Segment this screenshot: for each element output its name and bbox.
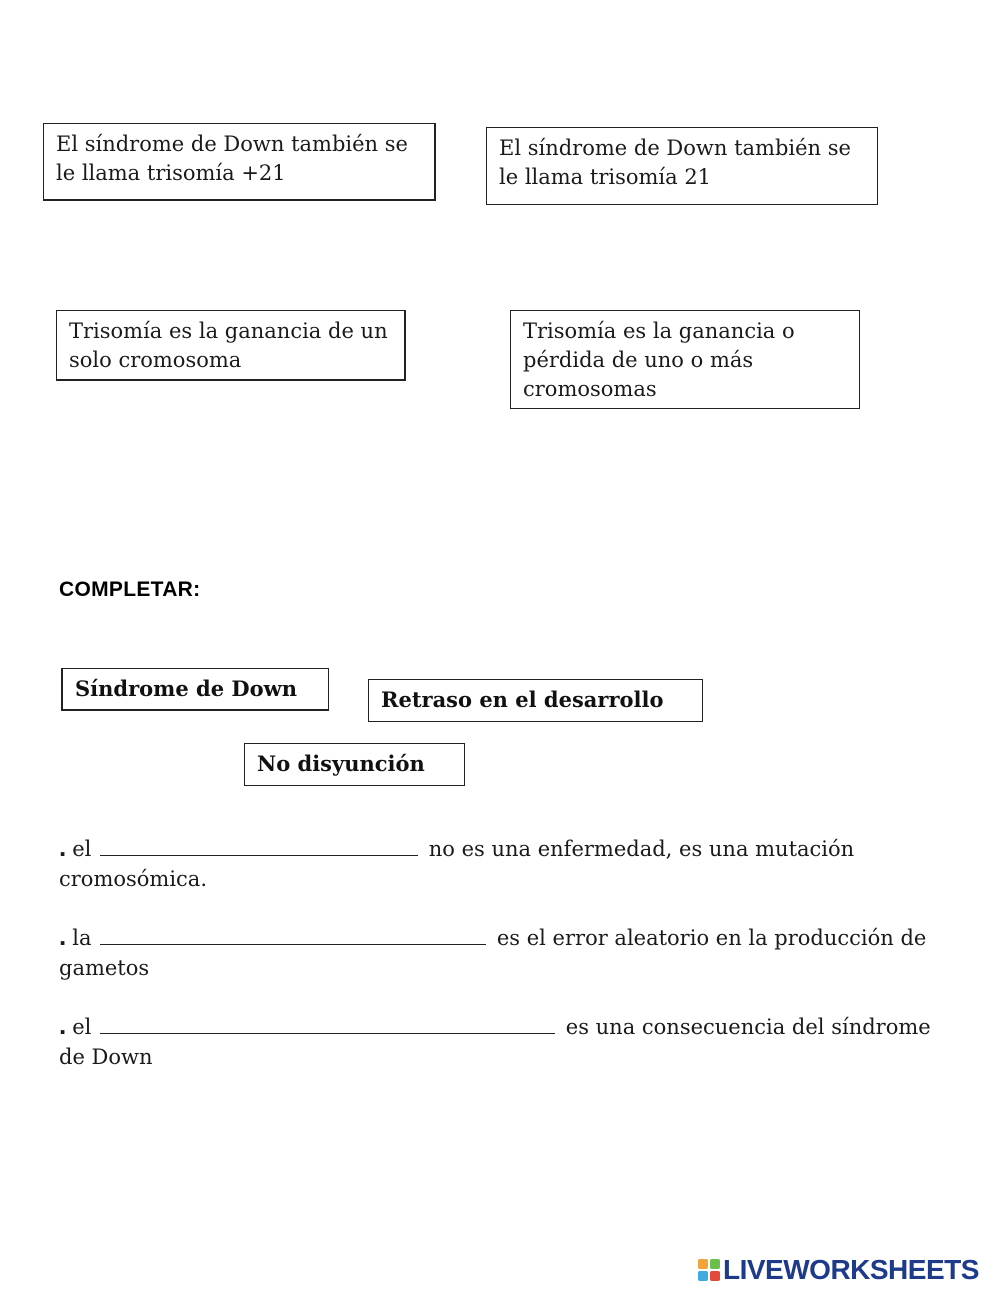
sentence-3 <box>59 1012 939 1072</box>
statement-text-4: Trisomía es la ganancia o pérdida de uno o más cromosomas <box>523 319 795 401</box>
sentence-tail: no es una enfermedad, es una mutación cromosómica. <box>59 837 855 891</box>
word-bank-item[interactable]: No disyunción <box>244 743 465 786</box>
sentence-1 <box>59 834 939 894</box>
word-bank-item[interactable]: Retraso en el desarrollo <box>368 679 703 722</box>
answer-blank[interactable] <box>100 924 486 945</box>
sentence-tail: es el error aleatorio en la producción de gametos <box>59 926 927 980</box>
liveworksheets-logo <box>698 1256 979 1284</box>
sentence-lead: el <box>72 1015 92 1039</box>
logo-square <box>698 1259 708 1269</box>
statement-box-4[interactable] <box>510 310 860 409</box>
statement-text-3: Trisomía es la ganancia de un solo cromosoma <box>69 319 388 372</box>
statement-text-1: El síndrome de Down también se le llama trisomía +21 <box>56 132 408 185</box>
statement-box-1[interactable] <box>43 123 436 201</box>
bullet-dot: . <box>59 832 67 862</box>
section-heading: COMPLETAR: <box>59 578 201 601</box>
bullet-dot: . <box>59 921 67 951</box>
sentence-lead: el <box>72 837 92 861</box>
answer-blank[interactable] <box>100 1013 555 1034</box>
logo-square <box>698 1271 708 1281</box>
sentence-tail: es una consecuencia del síndrome de Down <box>59 1015 931 1069</box>
sentence-lead: la <box>72 926 92 950</box>
answer-blank[interactable] <box>100 835 418 856</box>
statement-box-2[interactable] <box>486 127 878 205</box>
sentence-2 <box>59 923 939 983</box>
logo-mark-icon <box>698 1259 720 1281</box>
logo-text: LIVEWORKSHEETS <box>723 1254 979 1285</box>
statement-text-2: El síndrome de Down también se le llama trisomía 21 <box>499 136 851 189</box>
logo-square <box>710 1259 720 1269</box>
logo-square <box>710 1271 720 1281</box>
word-bank-item[interactable]: Síndrome de Down <box>61 668 329 711</box>
statement-box-3[interactable] <box>56 310 406 381</box>
bullet-dot: . <box>59 1010 67 1040</box>
